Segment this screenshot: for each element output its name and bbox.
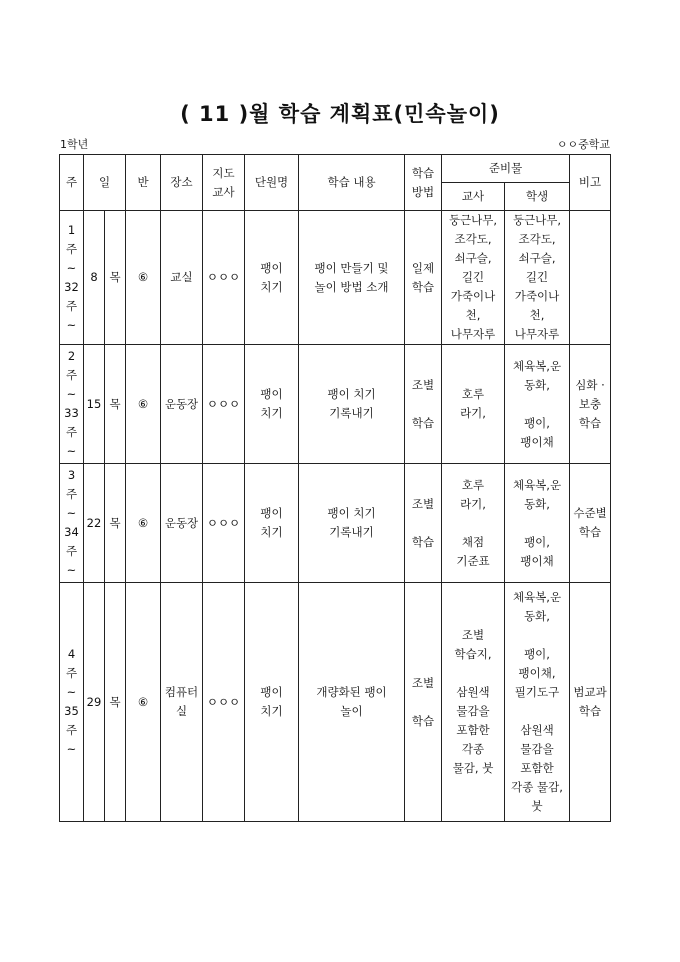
header-method	[405, 155, 442, 211]
week-cell-line: 주	[65, 666, 78, 680]
content-cell-line: 팽이 만들기 및	[314, 260, 389, 275]
materials-teacher-cell-line: 쇠구슬,	[454, 251, 492, 265]
content-cell	[299, 583, 405, 822]
header-place: 장소	[161, 155, 203, 211]
content-cell	[299, 464, 405, 583]
materials-teacher-cell-line: 삼원색	[456, 685, 490, 699]
week-cell-line: ~	[66, 685, 77, 699]
unit-cell	[245, 583, 299, 822]
week-cell-line: ~	[66, 444, 77, 458]
content-cell-line: 팽이 치기	[327, 387, 376, 401]
method-cell-line	[405, 395, 441, 414]
header-materials-teacher: 교사	[442, 183, 505, 211]
header-teacher-line1: 지도	[212, 165, 235, 180]
content-cell-line: 놀이	[340, 704, 363, 718]
weekday-cell: 목	[105, 211, 126, 345]
week-cell	[60, 211, 84, 345]
content-cell-line: 팽이 치기	[327, 506, 376, 520]
teacher-cell: ㅇㅇㅇ	[203, 211, 245, 345]
materials-teacher-cell	[442, 464, 505, 583]
materials-student-cell-line: 각종 물감,	[511, 780, 563, 794]
unit-cell-line: 팽이	[260, 260, 283, 275]
materials-student-cell-line: 가죽이나	[514, 289, 560, 303]
materials-teacher-cell-line	[442, 664, 504, 683]
materials-student-cell	[505, 464, 570, 583]
note-cell	[570, 583, 611, 822]
content-cell	[299, 345, 405, 464]
materials-teacher-cell-line: 조각도,	[454, 232, 492, 246]
header-materials-student: 학생	[505, 183, 570, 211]
materials-teacher-cell-line: 포함한	[456, 723, 490, 737]
unit-cell-line: 팽이	[260, 506, 283, 520]
place-cell-line: 운동장	[164, 396, 199, 411]
materials-teacher-cell-line: 가죽이나	[450, 289, 496, 303]
place-cell-line: 운동장	[164, 515, 199, 530]
materials-student-cell-line: 조각도,	[518, 232, 556, 246]
method-cell	[405, 211, 442, 345]
note-cell	[570, 464, 611, 583]
header-teacher-line2: 교사	[212, 184, 235, 199]
table-row	[60, 345, 611, 464]
content-cell-line: 기록내기	[329, 525, 374, 539]
note-cell-line: 수준별	[573, 506, 607, 520]
week-cell-line: 4	[67, 647, 76, 661]
date-cell: 29	[84, 583, 105, 822]
table-row	[60, 211, 611, 345]
note-cell-line: 보충	[578, 396, 602, 411]
grade-label: 1학년	[60, 138, 89, 151]
method-cell	[405, 345, 442, 464]
week-cell-line: ~	[66, 506, 77, 520]
header-unit: 단원명	[245, 155, 299, 211]
place-cell	[161, 464, 203, 583]
materials-teacher-cell-line: 물감, 붓	[452, 761, 494, 775]
materials-student-cell-line: 동화,	[524, 377, 550, 392]
weekday-cell: 목	[105, 583, 126, 822]
note-cell-line: 범교과	[573, 685, 607, 699]
materials-teacher-cell-line: 채점	[461, 534, 485, 549]
materials-teacher-cell-line: 천,	[465, 308, 481, 322]
class-cell: ⑥	[126, 211, 161, 345]
place-cell-line: 컴퓨터	[164, 685, 199, 699]
teacher-cell: ㅇㅇㅇ	[203, 464, 245, 583]
week-cell-line: 주	[65, 723, 78, 737]
materials-student-cell-line: 동화,	[524, 609, 550, 623]
header-teacher	[203, 155, 245, 211]
header-row	[60, 155, 611, 183]
materials-student-cell-line: 체육복,운	[512, 477, 562, 492]
place-cell	[161, 583, 203, 822]
week-cell-line: ~	[66, 387, 77, 401]
week-cell-line: 주	[65, 241, 78, 256]
materials-teacher-cell	[442, 583, 505, 822]
school-name: ㅇㅇ중학교	[556, 138, 610, 151]
week-cell-line: 주	[65, 298, 78, 313]
header-week: 주	[60, 155, 84, 211]
unit-cell-line: 치기	[260, 704, 283, 718]
method-cell-line: 조별	[411, 496, 435, 511]
class-cell: ⑥	[126, 464, 161, 583]
materials-student-cell-line	[505, 514, 569, 533]
place-cell-line: 교실	[170, 270, 193, 284]
materials-student-cell-line: 둥근나무,	[512, 213, 562, 227]
header-day: 일	[84, 155, 126, 211]
materials-student-cell-line: 포함한	[520, 761, 554, 775]
header-materials: 준비물	[442, 155, 570, 183]
week-cell-line: 주	[65, 425, 78, 439]
week-cell-line: 34	[64, 525, 79, 539]
materials-teacher-cell-line	[442, 514, 504, 533]
materials-student-cell-line: 길긴	[525, 270, 549, 284]
table-row	[60, 464, 611, 583]
materials-student-cell-line: 팽이채,	[518, 666, 556, 680]
materials-student-cell-line: 팽이채	[520, 553, 554, 568]
weekday-cell: 목	[105, 464, 126, 583]
week-cell-line: 35	[64, 704, 79, 718]
header-content: 학습 내용	[299, 155, 405, 211]
weekday-cell: 목	[105, 345, 126, 464]
header-class: 반	[126, 155, 161, 211]
materials-student-cell	[505, 211, 570, 345]
materials-student-cell-line: 팽이,	[524, 534, 550, 549]
date-cell: 22	[84, 464, 105, 583]
table-row	[60, 583, 611, 822]
unit-cell	[245, 345, 299, 464]
unit-cell-line: 치기	[260, 406, 283, 420]
week-cell-line: 32	[64, 279, 79, 294]
materials-student-cell-line	[505, 702, 569, 721]
unit-cell	[245, 464, 299, 583]
materials-teacher-cell-line: 나무자루	[450, 327, 496, 341]
materials-teacher-cell-line: 호루	[461, 477, 485, 492]
materials-teacher-cell-line: 둥근나무,	[448, 213, 498, 227]
week-cell	[60, 464, 84, 583]
class-cell: ⑥	[126, 345, 161, 464]
week-cell-line: 33	[64, 406, 79, 420]
date-cell: 15	[84, 345, 105, 464]
materials-student-cell	[505, 345, 570, 464]
header-method-line1: 학습	[411, 165, 435, 180]
place-cell	[161, 345, 203, 464]
materials-teacher-cell-line: 학습지,	[454, 647, 492, 661]
materials-student-cell-line: 체육복,운	[512, 590, 562, 604]
week-cell-line: 주	[65, 487, 78, 501]
materials-student-cell-line: 천,	[529, 308, 545, 322]
header-note: 비고	[570, 155, 611, 211]
method-cell-line: 학습	[411, 713, 435, 728]
place-cell-line: 실	[175, 704, 188, 718]
note-cell-line: 학습	[578, 704, 602, 718]
materials-student-cell-line: 붓	[531, 799, 543, 813]
materials-student-cell-line: 필기도구	[514, 685, 560, 699]
unit-cell-line: 팽이	[260, 685, 283, 699]
week-cell-line: 주	[65, 544, 78, 558]
note-cell	[570, 211, 611, 345]
week-cell-line: 1	[67, 222, 76, 237]
week-cell-line: ~	[66, 742, 77, 756]
method-cell-line: 학습	[411, 279, 435, 294]
materials-student-cell-line: 체육복,운	[512, 358, 562, 373]
week-cell-line: ~	[66, 260, 77, 275]
materials-teacher-cell-line: 각종	[461, 742, 485, 756]
week-cell-line: ~	[66, 563, 77, 577]
materials-student-cell	[505, 583, 570, 822]
materials-teacher-cell-line: 기준표	[456, 553, 490, 568]
note-cell	[570, 345, 611, 464]
materials-student-cell-line: 팽이채	[520, 434, 554, 449]
method-cell	[405, 583, 442, 822]
materials-student-cell-line: 삼원색	[520, 723, 554, 737]
materials-teacher-cell	[442, 211, 505, 345]
date-cell: 8	[84, 211, 105, 345]
week-cell	[60, 583, 84, 822]
materials-student-cell-line: 나무자루	[514, 327, 560, 341]
teacher-cell: ㅇㅇㅇ	[203, 583, 245, 822]
method-cell	[405, 464, 442, 583]
unit-cell-line: 치기	[260, 525, 283, 539]
method-cell-line: 일제	[411, 260, 435, 275]
note-cell-line: 학습	[578, 525, 602, 539]
materials-teacher-cell-line: 라기,	[460, 406, 486, 420]
week-cell-line: 주	[65, 368, 78, 382]
unit-cell-line: 치기	[260, 279, 283, 294]
materials-student-cell-line: 물감을	[520, 742, 554, 756]
method-cell-line: 학습	[411, 534, 435, 549]
lesson-plan-table	[59, 154, 611, 822]
class-cell: ⑥	[126, 583, 161, 822]
materials-teacher-cell-line: 라기,	[460, 496, 486, 511]
unit-cell	[245, 211, 299, 345]
materials-teacher-cell-line: 호루	[461, 387, 485, 401]
table-body	[60, 211, 611, 822]
method-cell-line: 조별	[411, 675, 435, 690]
method-cell-line: 조별	[411, 377, 435, 392]
header-method-line2: 방법	[411, 184, 435, 199]
week-cell-line: ~	[66, 317, 77, 332]
materials-student-cell-line	[505, 395, 569, 414]
method-cell-line	[405, 514, 441, 533]
materials-teacher-cell-line: 조별	[461, 628, 485, 642]
note-cell-line: 학습	[578, 415, 602, 430]
unit-cell-line: 팽이	[260, 387, 283, 401]
materials-teacher-cell-line: 길긴	[461, 270, 485, 284]
teacher-cell: ㅇㅇㅇ	[203, 345, 245, 464]
content-cell-line: 기록내기	[329, 406, 374, 420]
materials-student-cell-line: 팽이,	[524, 415, 550, 430]
page-title: ( 11 )월 학습 계획표(민속놀이)	[180, 102, 500, 126]
content-cell-line: 놀이 방법 소개	[314, 279, 389, 294]
materials-student-cell-line: 동화,	[524, 496, 550, 511]
materials-student-cell-line: 쇠구슬,	[518, 251, 556, 265]
week-cell-line: 2	[67, 349, 76, 363]
content-cell-line: 개량화된 팽이	[316, 685, 387, 699]
materials-teacher-cell	[442, 345, 505, 464]
materials-student-cell-line	[505, 626, 569, 645]
method-cell-line	[405, 693, 441, 712]
place-cell	[161, 211, 203, 345]
note-cell-line: 심화 ·	[575, 377, 605, 392]
week-cell	[60, 345, 84, 464]
content-cell	[299, 211, 405, 345]
week-cell-line: 3	[67, 468, 76, 482]
materials-student-cell-line: 팽이,	[524, 647, 550, 661]
method-cell-line: 학습	[411, 415, 435, 430]
materials-teacher-cell-line: 물감을	[456, 704, 490, 718]
